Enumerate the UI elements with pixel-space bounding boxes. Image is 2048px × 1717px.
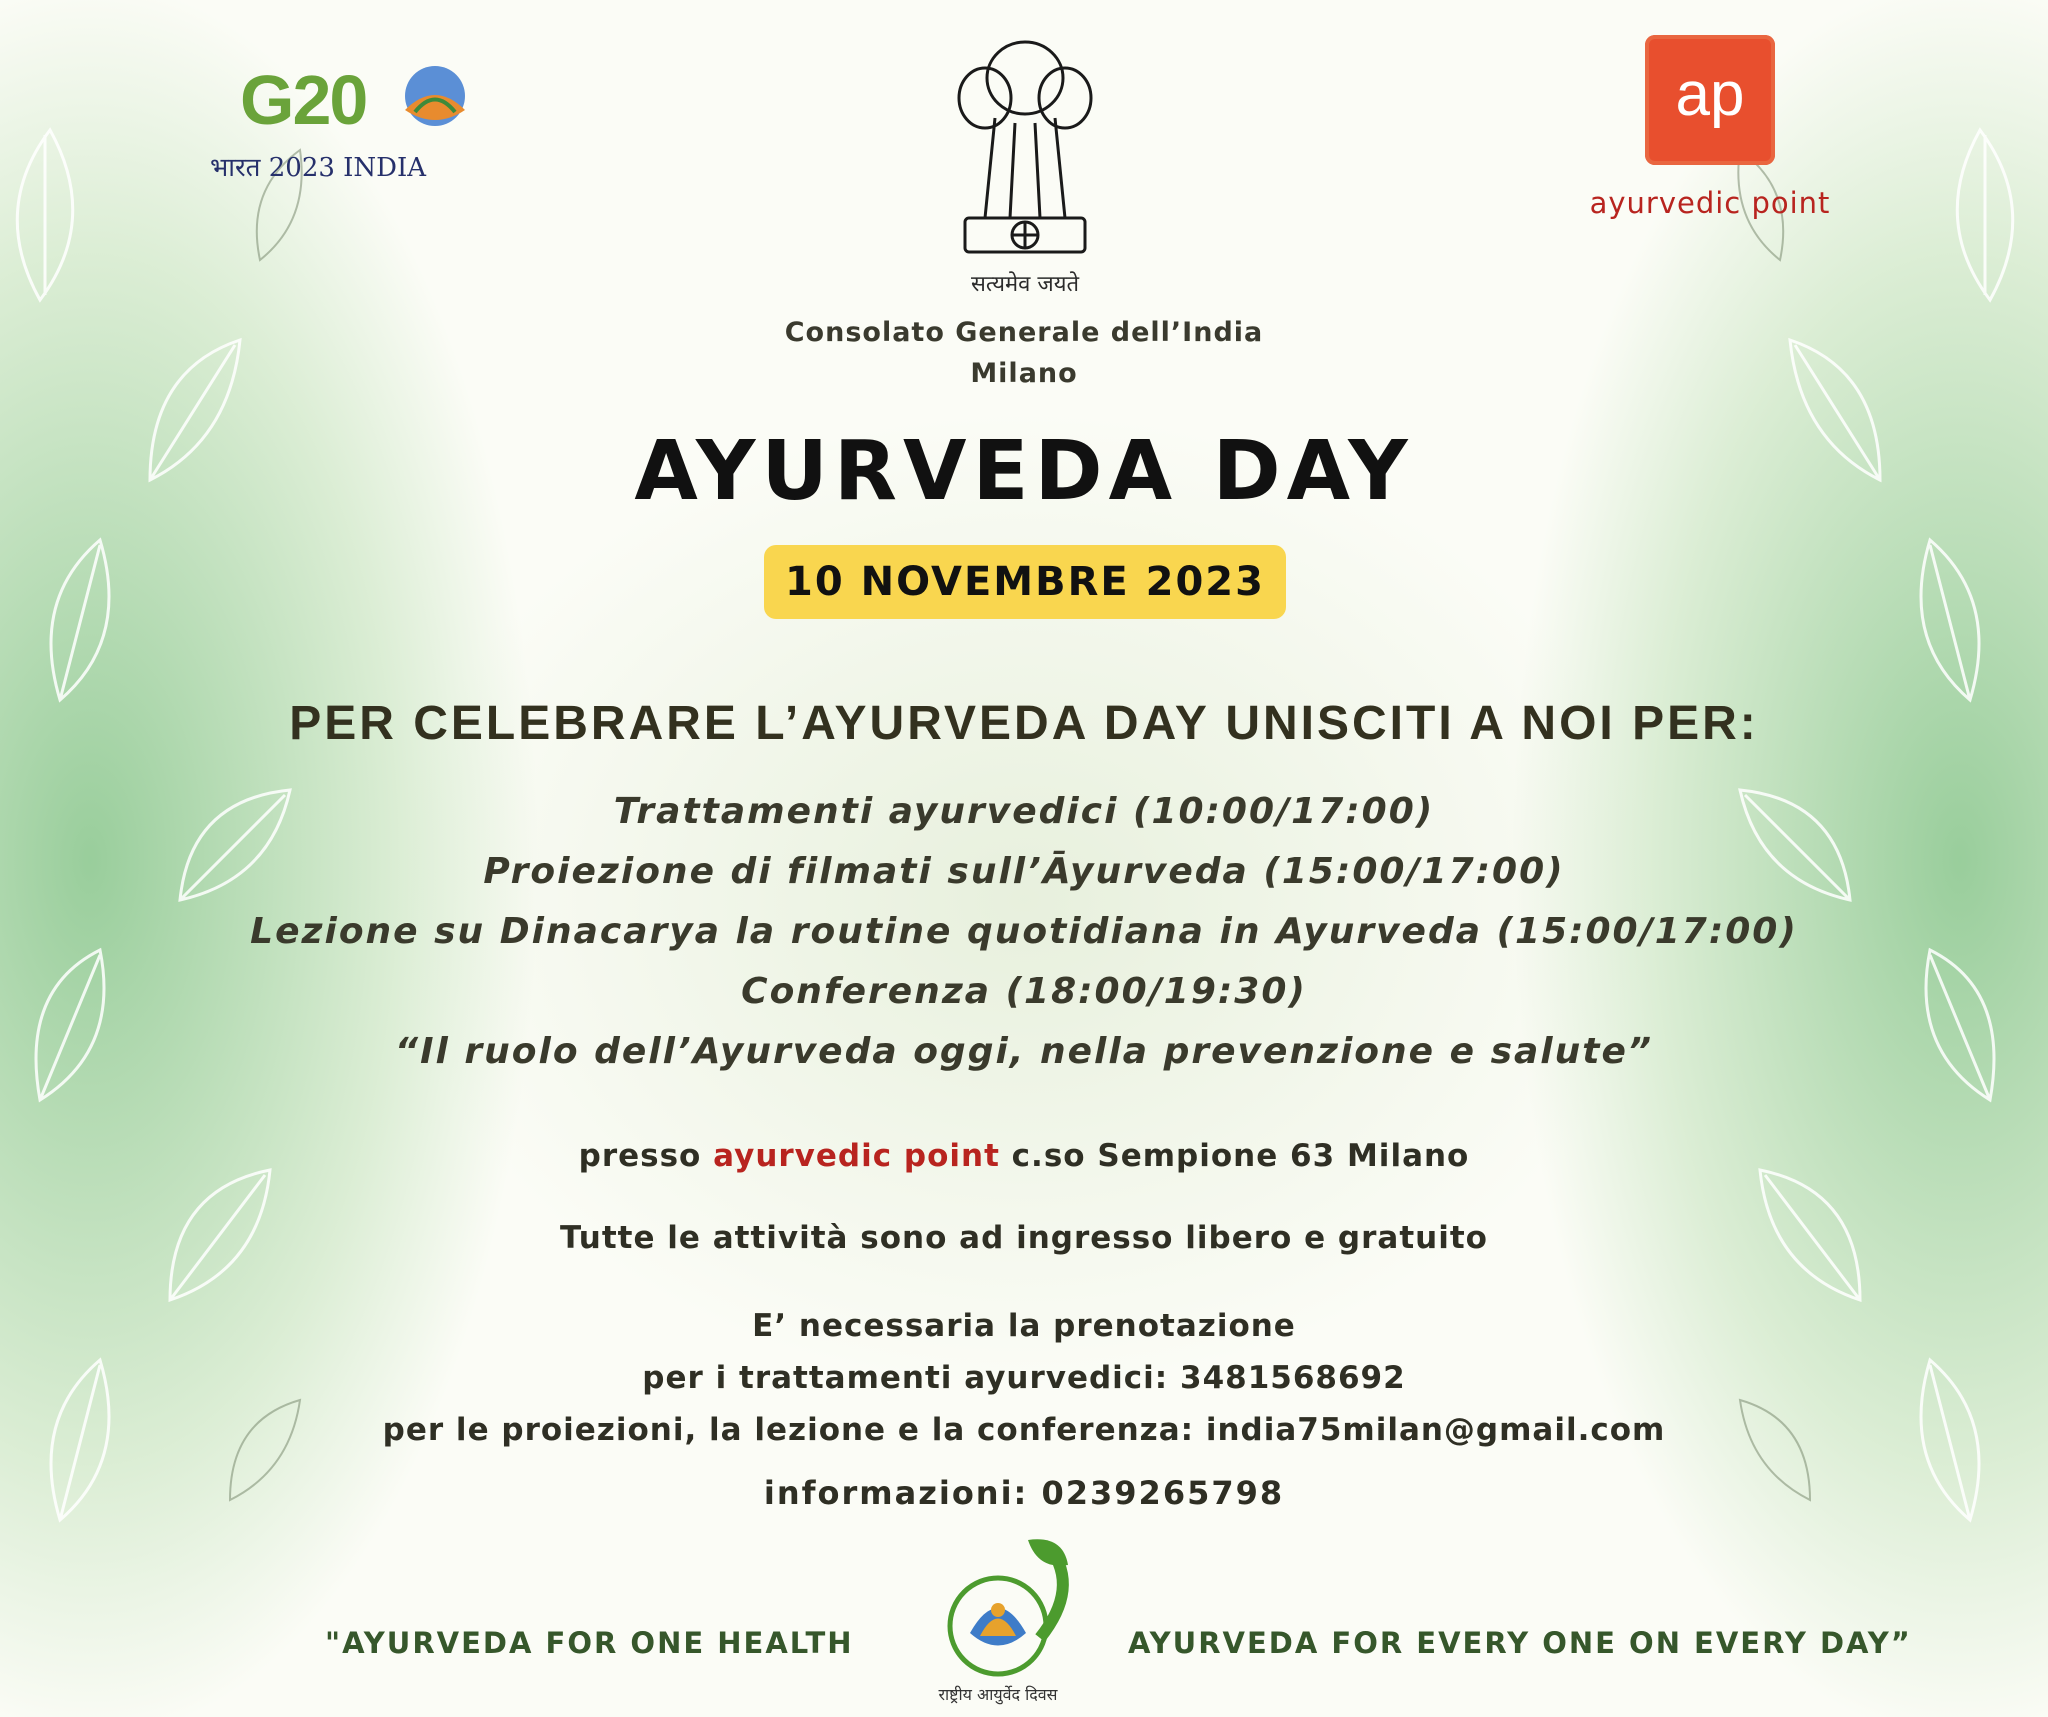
ayurvedic-point-logo bbox=[1645, 35, 1775, 165]
ayurvedic-point-name: ayurvedic point bbox=[1589, 186, 1831, 220]
g20-logo bbox=[210, 60, 490, 200]
event-date: 10 NOVEMBRE 2023 bbox=[785, 559, 1265, 605]
g20-logo-subtitle: भारत 2023 INDIA bbox=[210, 153, 427, 183]
venue-line bbox=[0, 1138, 2048, 1174]
activity-item: Lezione su Dinacarya la routine quotidiana in Ayurveda (15:00/17:00) bbox=[250, 911, 1798, 952]
info-phone: informazioni: 0239265798 bbox=[763, 1474, 1285, 1512]
lotus-globe-icon bbox=[390, 60, 480, 140]
consulate-line-2: Milano bbox=[970, 358, 1078, 389]
consulate-header bbox=[0, 312, 2048, 394]
booking-required: E’ necessaria la prenotazione bbox=[752, 1308, 1296, 1344]
svg-text:राष्ट्रीय आयुर्वेद दिवस: राष्ट्रीय आयुर्वेद दिवस bbox=[938, 1685, 1058, 1704]
g20-logo-text: G20 bbox=[240, 61, 367, 139]
event-title: AYURVEDA DAY bbox=[634, 424, 1414, 519]
footer-slogan-right: AYURVEDA FOR EVERY ONE ON EVERY DAY” bbox=[1128, 1626, 1912, 1660]
venue-prefix: presso bbox=[578, 1138, 714, 1174]
booking-info bbox=[0, 1300, 2048, 1456]
activity-item: Conferenza (18:00/19:30) bbox=[741, 971, 1307, 1012]
event-date-badge bbox=[764, 545, 1286, 619]
free-entry-note: Tutte le attività sono ad ingresso libero e gratuito bbox=[560, 1220, 1488, 1256]
ap-logo-mark: ap bbox=[1675, 60, 1745, 129]
national-ayurveda-day-logo bbox=[910, 1528, 1090, 1708]
consulate-line-1: Consolato Generale dell’India bbox=[784, 317, 1264, 348]
activities-list bbox=[0, 782, 2048, 1082]
emblem-motto: सत्यमेव जयते bbox=[970, 272, 1080, 297]
celebrate-headline: PER CELEBRARE L’AYURVEDA DAY UNISCITI A NOI PER: bbox=[289, 697, 1759, 750]
activity-item: Trattamenti ayurvedici (10:00/17:00) bbox=[613, 791, 1435, 832]
ashoka-emblem-icon bbox=[945, 28, 1105, 258]
footer-slogan-left: "AYURVEDA FOR ONE HEALTH bbox=[325, 1626, 854, 1660]
venue-address: c.so Sempione 63 Milano bbox=[999, 1138, 1470, 1174]
activity-item: Proiezione di filmati sull’Āyurveda (15:00/17:00) bbox=[483, 851, 1565, 892]
activity-item: “Il ruolo dell’Ayurveda oggi, nella prevenzione e salute” bbox=[394, 1031, 1654, 1072]
venue-brand: ayurvedic point bbox=[713, 1138, 1000, 1174]
booking-treatments-phone: per i trattamenti ayurvedici: 3481568692 bbox=[642, 1360, 1406, 1396]
booking-email: per le proiezioni, la lezione e la conferenza: india75milan@gmail.com bbox=[382, 1412, 1666, 1448]
